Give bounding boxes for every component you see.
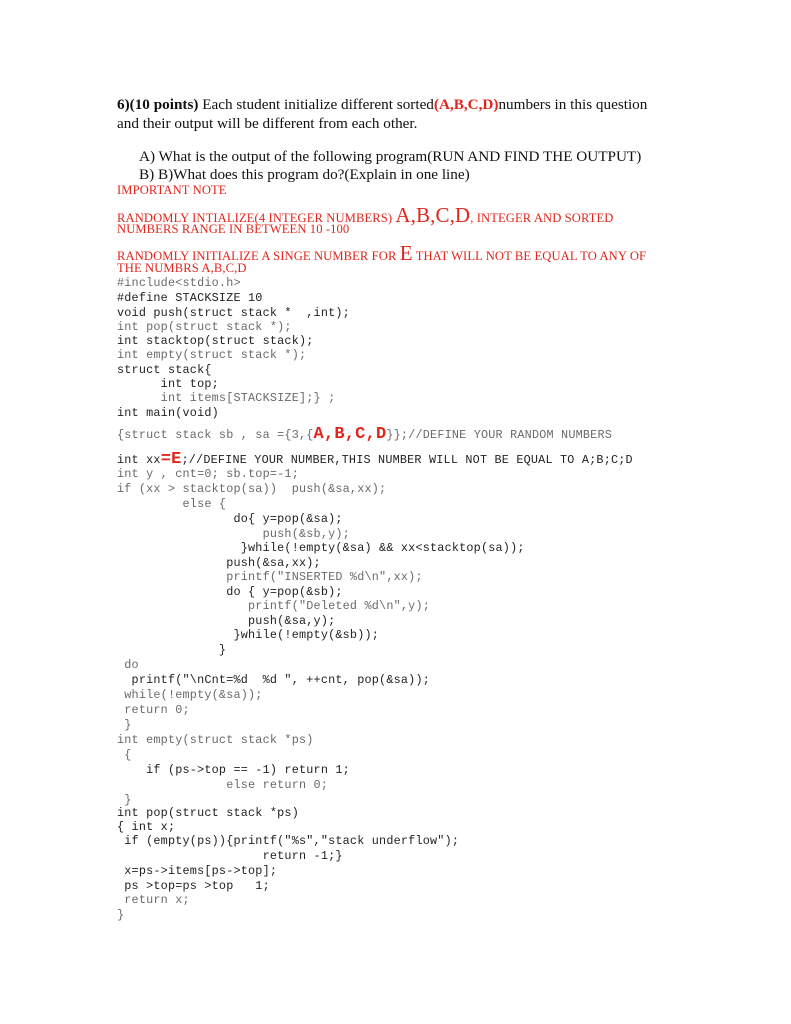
code-line-struct-top: int top; [117,377,219,391]
code-line-main: int main(void) [117,406,219,420]
code-line-empty-else: else return 0; [117,778,329,792]
code-line-close-else: } [117,643,227,657]
code-line-printf-cnt: printf("\nCnt=%d %d ", ++cnt, pop(&sa)); [117,673,431,687]
code-line-struct-items: int items[STACKSIZE];} ; [117,391,336,405]
code-line-empty-def: int empty(struct stack *ps) [117,733,314,747]
code-line-pop-decl: { int x; [117,820,176,834]
subquestion-b: B) B)What does this program do?(Explain in one line) [139,166,470,183]
note-variables-abcd: A,B,C,D [395,203,471,227]
note-line2: NUMBERS RANGE IN BETWEEN 10 -100 [117,222,350,236]
code-line-else: else { [117,497,227,511]
code-line-pop-return-error: return -1;} [117,849,343,863]
note-line3-text-end: THAT WILL NOT BE EQUAL TO ANY OF [412,249,647,263]
note-line1-text-end: , INTEGER AND SORTED [470,211,614,225]
code-line-close-main: } [117,718,132,732]
code-line-decl: int y , cnt=0; sb.top=-1; [117,467,299,481]
note-variable-e: E [399,241,413,265]
code-line-init-stacks [117,425,612,444]
code-line-if: if (xx > stacktop(sa)) push(&sa,xx); [117,482,387,496]
question-intro-text: Each student initialize different sorted [198,96,434,113]
code-line-stacktop-proto: int stacktop(struct stack); [117,334,314,348]
note-line3-text: RANDOMLY INITIALIZE A SINGE NUMBER FOR [117,249,400,263]
code-line-printf-inserted: printf("INSERTED %d\n",xx); [117,570,423,584]
code-line-empty-if: if (ps->top == -1) return 1; [117,763,350,777]
code-line-include: #include<stdio.h> [117,276,241,290]
question-intro-text-end: numbers in this question [498,96,648,113]
code-line-push-xx: push(&sa,xx); [117,556,321,570]
question-header [117,95,677,133]
code-line-do-pop: do{ y=pop(&sa); [117,512,343,526]
code-line-pop-return: return x; [117,893,190,907]
code-line-define: #define STACKSIZE 10 [117,291,263,305]
code-line-empty-close: } [117,793,132,807]
code-line-push-sb: push(&sb,y); [117,527,350,541]
code-line-while-empty: while(!empty(&sa)); [117,688,263,702]
code-line-do-pop-sb: do { y=pop(&sb); [117,585,343,599]
code-line-struct: struct stack{ [117,363,212,377]
subquestion-a: A) What is the output of the following program(RUN AND FIND THE OUTPUT) [139,148,642,165]
code-line-pop-proto: int pop(struct stack *); [117,320,292,334]
code-xx-comment: ;//DEFINE YOUR NUMBER,THIS NUMBER WILL NOT BE EQUAL TO A;B;C;D [181,453,633,467]
question-highlight-variables: (A,B,C,D) [433,96,499,113]
code-line-printf-deleted: printf("Deleted %d\n",y); [117,599,431,613]
note-line1-text: RANDOMLY INTIALIZE(4 INTEGER NUMBERS) [117,211,396,225]
code-line-empty-proto: int empty(struct stack *); [117,348,307,362]
code-line-while-sb: }while(!empty(&sb)); [117,628,380,642]
code-init-comment: }};//DEFINE YOUR RANDOM NUMBERS [386,428,613,442]
question-intro-line1 [117,95,677,114]
code-line-pop-underflow: if (empty(ps)){printf("%s","stack underflow"); [117,834,460,848]
note-line4: THE NUMBRS A,B,C,D [117,261,247,275]
code-init-text: {struct stack sb , sa ={3,{ [117,428,314,442]
question-intro-line2: and their output will be different from each other. [117,115,418,132]
code-line-push-proto: void push(struct stack * ,int); [117,306,350,320]
code-line-empty-open: { [117,748,132,762]
code-xx-text: int xx [117,453,161,467]
code-line-pop-decrement: ps >top=ps >top 1; [117,879,270,893]
code-line-do: do [117,658,139,672]
code-line-pop-close: } [117,908,125,922]
note-title: IMPORTANT NOTE [117,183,227,197]
code-xx-variable: =E [160,450,182,469]
code-line-return-main: return 0; [117,703,190,717]
code-line-pop-item: x=ps->items[ps->top]; [117,864,278,878]
code-line-pop-def: int pop(struct stack *ps) [117,806,299,820]
code-line-push-sa: push(&sa,y); [117,614,336,628]
question-number: 6)(10 points) [117,96,199,113]
code-line-while-sa: }while(!empty(&sa) && xx<stacktop(sa)); [117,541,525,555]
code-init-variables: A,B,C,D [313,425,387,444]
